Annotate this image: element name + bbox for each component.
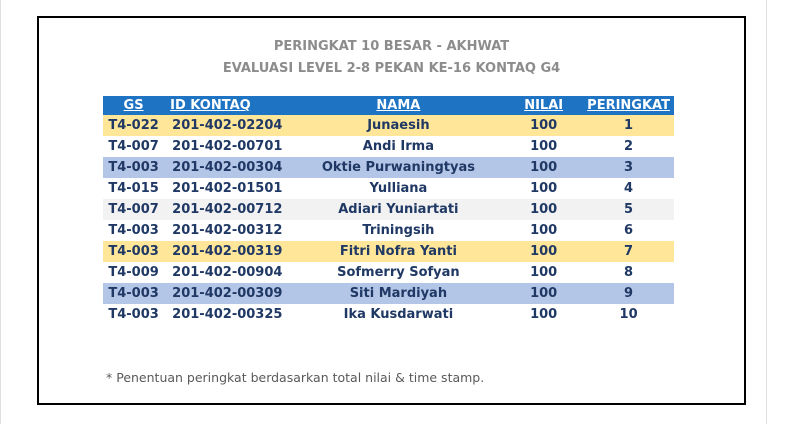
panel-subtitle: EVALUASI LEVEL 2-8 PEKAN KE-16 KONTAQ G4 [222, 61, 561, 76]
cell-gs: T4-003 [103, 157, 164, 178]
table-row [103, 115, 674, 136]
cell-id: 201-402-00701 [172, 139, 283, 154]
cell-peringkat: 3 [583, 157, 674, 178]
cell-nama: Ika Kusdarwati [343, 307, 454, 322]
cell-peringkat: 6 [624, 223, 634, 238]
cell-gs: T4-007 [108, 139, 159, 154]
header-nama: NAMA [293, 96, 505, 115]
ranking-table [103, 96, 674, 325]
cell-gs: T4-007 [103, 199, 164, 220]
cell-nilai: 100 [530, 181, 558, 196]
cell-id: 201-402-00712 [164, 199, 292, 220]
cell-peringkat: 1 [583, 115, 674, 136]
cell-peringkat: 7 [583, 241, 674, 262]
cell-nama: Siti Mardiyah [293, 283, 505, 304]
cell-id: 201-402-00312 [172, 223, 283, 238]
cell-gs: T4-022 [103, 115, 164, 136]
table-row [103, 241, 674, 262]
cell-nilai: 100 [530, 139, 558, 154]
cell-id: 201-402-00904 [172, 265, 283, 280]
header-gs: GS [103, 96, 164, 115]
cell-nilai: 100 [504, 199, 583, 220]
cell-id: 201-402-00304 [164, 157, 292, 178]
cell-gs: T4-003 [103, 241, 164, 262]
cell-nama: Adiari Yuniartati [293, 199, 505, 220]
cell-nilai: 100 [530, 307, 558, 322]
cell-nilai: 100 [530, 223, 558, 238]
cell-id: 201-402-00325 [172, 307, 283, 322]
cell-id: 201-402-00319 [164, 241, 292, 262]
cell-peringkat: 2 [624, 139, 634, 154]
cell-id: 201-402-02204 [164, 115, 292, 136]
cell-nilai: 100 [504, 157, 583, 178]
cell-nama: Sofmerry Sofyan [337, 265, 460, 280]
ranking-panel [37, 16, 746, 405]
cell-nilai: 100 [504, 283, 583, 304]
cell-nama: Junaesih [293, 115, 505, 136]
cell-peringkat: 4 [624, 181, 634, 196]
table-row [103, 199, 674, 220]
cell-nama: Fitri Nofra Yanti [293, 241, 505, 262]
header-id-kontaq: ID KONTAQ [164, 96, 292, 115]
cell-gs: T4-003 [108, 307, 159, 322]
footnote: * Penentuan peringkat berdasarkan total nilai & time stamp. [106, 370, 485, 385]
table-row [103, 220, 674, 241]
cell-nama: Triningsih [362, 223, 435, 238]
cell-nama: Yulliana [369, 181, 428, 196]
header-peringkat: PERINGKAT [583, 96, 674, 115]
cell-nilai: 100 [530, 265, 558, 280]
cell-gs: T4-003 [103, 283, 164, 304]
cell-gs: T4-003 [108, 223, 159, 238]
cell-gs: T4-009 [108, 265, 159, 280]
cell-gs: T4-015 [108, 181, 159, 196]
header-nilai: NILAI [504, 96, 583, 115]
table-row [103, 262, 674, 283]
cell-nama: Oktie Purwaningtyas [293, 157, 505, 178]
table-row [103, 304, 674, 325]
cell-peringkat: 5 [583, 199, 674, 220]
table-row [103, 136, 674, 157]
cell-nama: Andi Irma [362, 139, 434, 154]
panel-title: PERINGKAT 10 BESAR - AKHWAT [273, 39, 510, 54]
cell-peringkat: 10 [619, 307, 638, 322]
table-row [103, 283, 674, 304]
cell-peringkat: 8 [624, 265, 634, 280]
table-row [103, 157, 674, 178]
table-header-row [103, 96, 674, 115]
table-row [103, 178, 674, 199]
cell-id: 201-402-01501 [172, 181, 283, 196]
cell-nilai: 100 [504, 241, 583, 262]
cell-id: 201-402-00309 [164, 283, 292, 304]
cell-nilai: 100 [504, 115, 583, 136]
cell-peringkat: 9 [583, 283, 674, 304]
